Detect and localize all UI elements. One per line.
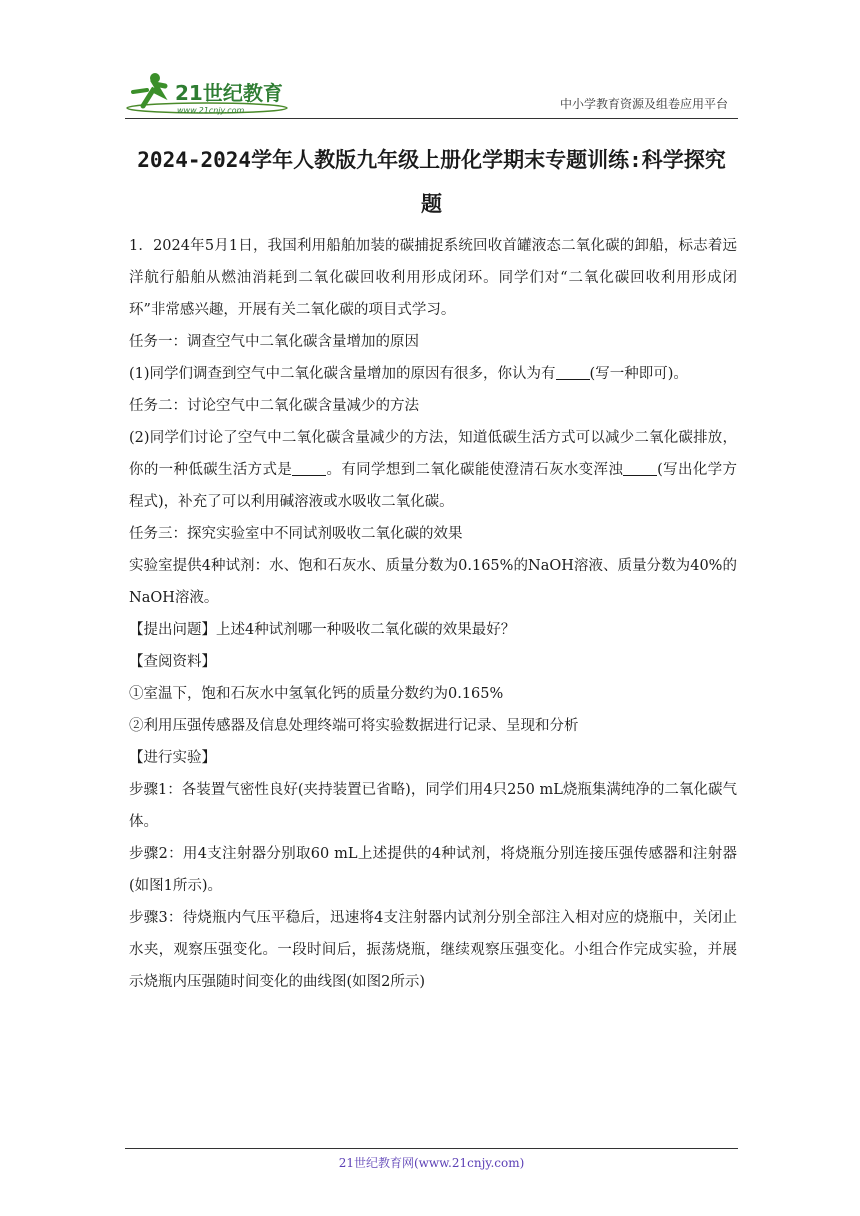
task-one-heading: 任务一：调查空气中二氧化碳含量增加的原因 [129, 334, 419, 350]
page-header [125, 68, 738, 119]
q1-text-before: (1)同学们调查到空气中二氧化碳含量增加的原因有很多，你认为有 [129, 366, 556, 382]
footer-divider [125, 1148, 738, 1149]
answer-blank-1[interactable] [556, 363, 590, 380]
q1-text-after: (写一种即可)。 [589, 366, 688, 382]
step-1: 步骤1：各装置气密性良好(夹持装置已省略)，同学们用4只250 mL烧瓶集满纯净的二氧化碳气体。 [129, 782, 737, 830]
answer-blank-3[interactable] [623, 459, 657, 476]
material-1: ①室温下，饱和石灰水中氢氧化钙的质量分数约为0.165% [129, 686, 504, 702]
reagents-text: 实验室提供4种试剂：水、饱和石灰水、质量分数为0.165%的NaOH溶液、质量分数为40%的NaOH溶液。 [129, 558, 737, 606]
document-body [129, 230, 737, 998]
logo-21cnjy [125, 68, 295, 116]
logo-main-text: 21世纪教育 [175, 81, 283, 105]
raise-question: 【提出问题】上述4种试剂哪一种吸收二氧化碳的效果最好？ [129, 622, 516, 638]
step-2: 步骤2：用4支注射器分别取60 mL上述提供的4种试剂，将烧瓶分别连接压强传感器和注射器(如图1所示)。 [129, 846, 737, 894]
consult-materials-heading: 【查阅资料】 [129, 654, 216, 670]
q2-text-part1: (2)同学们讨论了空气中二氧化碳含量减少的方法，知道低碳生活方式可以减少二氧化碳排放，你的一种低碳生活方式是 [129, 430, 737, 478]
task-two-heading: 任务二：讨论空气中二氧化碳含量减少的方法 [129, 398, 419, 414]
material-2: ②利用压强传感器及信息处理终端可将实验数据进行记录、呈现和分析 [129, 718, 579, 734]
q2-text-part2: 。有同学想到二氧化碳能使澄清石灰水变浑浊 [326, 462, 624, 478]
answer-blank-2[interactable] [292, 459, 326, 476]
question-1 [129, 358, 737, 390]
task-three-heading: 任务三：探究实验室中不同试剂吸收二氧化碳的效果 [129, 526, 463, 542]
page-footer: 21世纪教育网(www.21cnjy.com) [338, 1156, 525, 1170]
experiment-heading: 【进行实验】 [129, 750, 216, 766]
question-2 [129, 422, 737, 518]
logo-url-text: www.21cnjy.com [177, 106, 245, 115]
document-title-line2: 题 [421, 192, 442, 216]
document-title-line1: 2024-2024学年人教版九年级上册化学期末专题训练:科学探究 [137, 148, 726, 172]
question-intro: 1．2024年5月1日，我国利用船舶加装的碳捕捉系统回收首罐液态二氧化碳的卸船，标志着远洋航行船舶从燃油消耗到二氧化碳回收利用形成闭环。同学们对“二氧化碳回收利用形成闭环”非常感兴趣，开展有关二氧化碳的项目式学习。 [129, 238, 737, 318]
step-3: 步骤3：待烧瓶内气压平稳后，迅速将4支注射器内试剂分别全部注入相对应的烧瓶中，关闭止水夹，观察压强变化。一段时间后，振荡烧瓶，继续观察压强变化。小组合作完成实验，并展示烧瓶内压强随时间变化的曲线图(如图2所示) [129, 910, 737, 990]
platform-name: 中小学教育资源及组卷应用平台 [559, 97, 728, 111]
q2-text-part3: (写出化学方程式)，补充了可以利用碱溶液或水吸收二氧化碳。 [129, 462, 737, 510]
